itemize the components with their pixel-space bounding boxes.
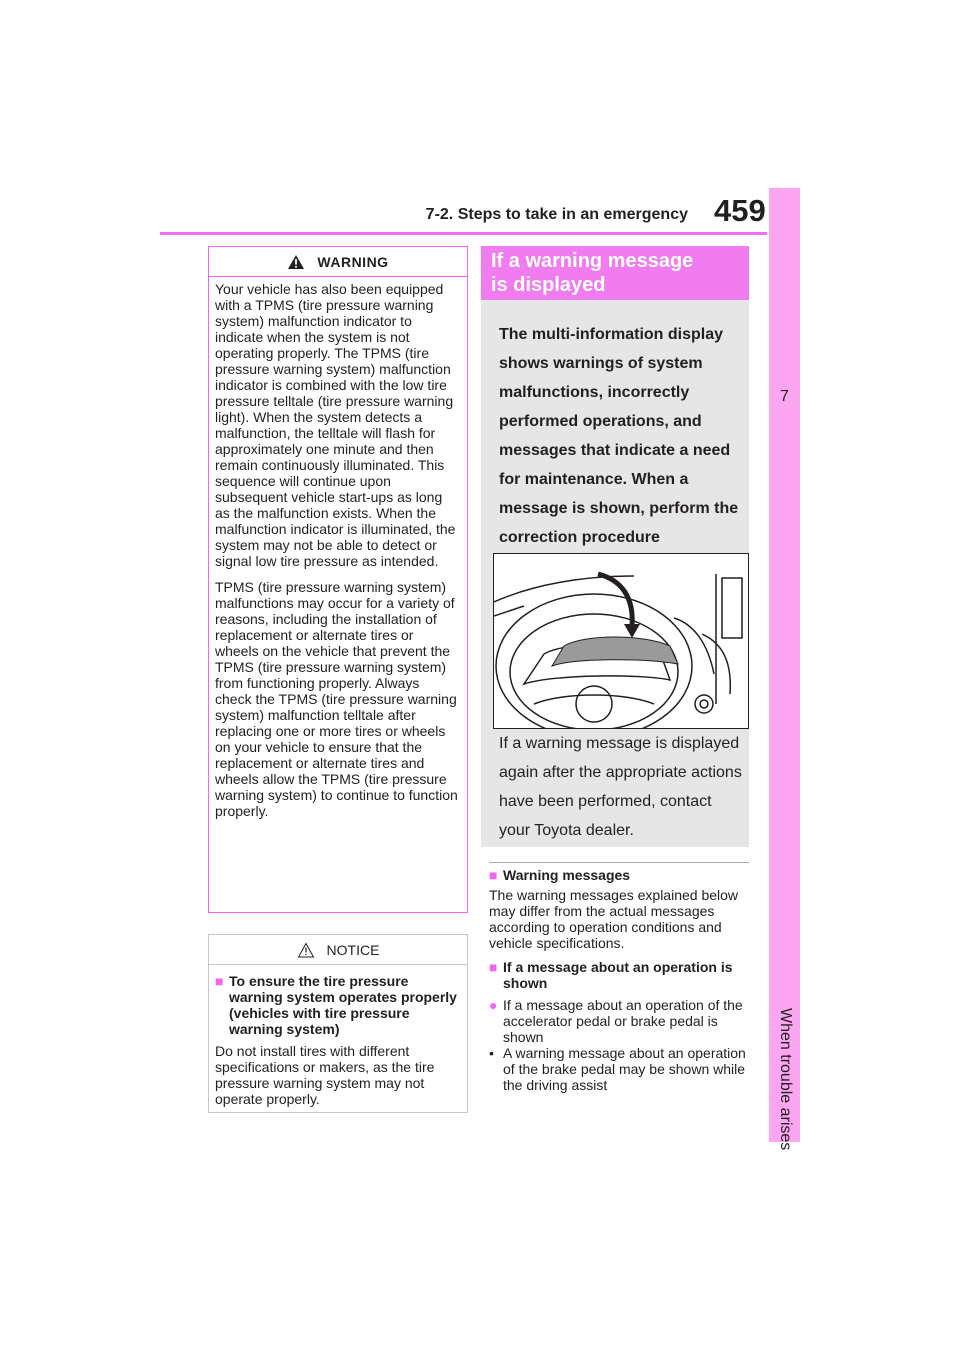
caution-triangle-icon [297,942,315,958]
illustration [493,553,749,729]
warning-messages-section [489,867,751,1093]
section-heading-line-1: If a warning message [491,250,694,272]
section-intro: The multi-information display shows warnings of system malfunctions, incorrectly performed operations, and messages that indicate a need for maintenance. When a message is shown, perform the correction procedure [499,326,739,546]
notice-title: NOTICE [326,941,380,958]
notice-body [209,965,467,1107]
circle-bullet-icon: ● [489,997,498,1013]
warning-body [209,277,467,819]
warning-title: WARNING [317,253,389,270]
page-number: 459 [714,193,766,228]
operation-message-heading-row [489,959,751,991]
warning-paragraph-2: TPMS (tire pressure warning system) malfunctions may occur for a variety of reasons, including the installation of replacement or alternate tires or wheels on the vehicle that prevent the TPMS (tire pressure warning system) from functioning properly. Always check the TPMS (tire pressure warning system) malfunction telltale after replacing one or more tires or wheels on your vehicle to ensure that the replacement or alternate tires and wheels allow the TPMS (tire pressure warning system) to continue to function properly. [215,579,458,819]
warning-header [209,247,467,277]
warning-box [208,246,468,913]
square-bullet-icon: ■ [489,959,498,975]
warning-paragraph-1: Your vehicle has also been equipped with a TPMS (tire pressure warning system) malfunction indicator to indicate when the system is not operating properly. The TPMS (tire pressure warning system) malfunction indicator is combined with the low tire pressure telltale (tire pressure warning light). When the system detects a malfunction, the telltale will flash for approximately one minute and then remain continuously illuminated. This sequence will continue upon subsequent vehicle start-ups as long as the malfunction exists. When the malfunction indicator is illuminated, the system may not be able to detect or signal low tire pressure as intended. [215,281,456,569]
section-heading-line-2: is displayed [491,274,606,296]
notice-box [208,934,468,1113]
section-divider [489,862,749,863]
bullet-item [489,997,751,1045]
dash-bullet: • [489,1045,494,1061]
warning-messages-heading: Warning messages [503,867,631,883]
warning-triangle-icon [287,254,305,270]
bullet-text: If a message about an operation of the accelerator pedal or brake pedal is shown [503,997,743,1045]
notice-subheading: To ensure the tire pressure warning system operates properly (vehicles with tire pressure warning system) [229,973,457,1037]
notice-subheading-row [215,973,459,1037]
dash-text: A warning message about an operation of the brake pedal may be shown while the driving assist [503,1045,746,1093]
gray-panel [481,300,749,847]
notice-text: Do not install tires with different specifications or makers, as the tire pressure warning system may not operate properly. [215,1043,435,1107]
warning-messages-body: The warning messages explained below may differ from the actual messages according to operation conditions and vehicle specifications. [489,887,739,951]
chapter-number: 7 [780,388,789,405]
instrument-panel-illustration [494,554,748,728]
dash-item [489,1045,751,1093]
header-rule [160,232,767,235]
after-illustration-text: If a warning message is displayed again after the appropriate actions have been performed, contact your Toyota dealer. [499,735,742,839]
notice-header [209,935,467,965]
header-section-title: 7-2. Steps to take in an emergency [425,206,688,223]
operation-message-heading: If a message about an operation is shown [503,959,733,991]
square-bullet-icon: ■ [215,973,224,989]
chapter-side-tab [769,188,800,1151]
square-bullet-icon: ■ [489,867,498,883]
section-heading [481,246,749,300]
chapter-label: When trouble arises [777,1008,794,1151]
warning-messages-heading-row [489,867,751,883]
